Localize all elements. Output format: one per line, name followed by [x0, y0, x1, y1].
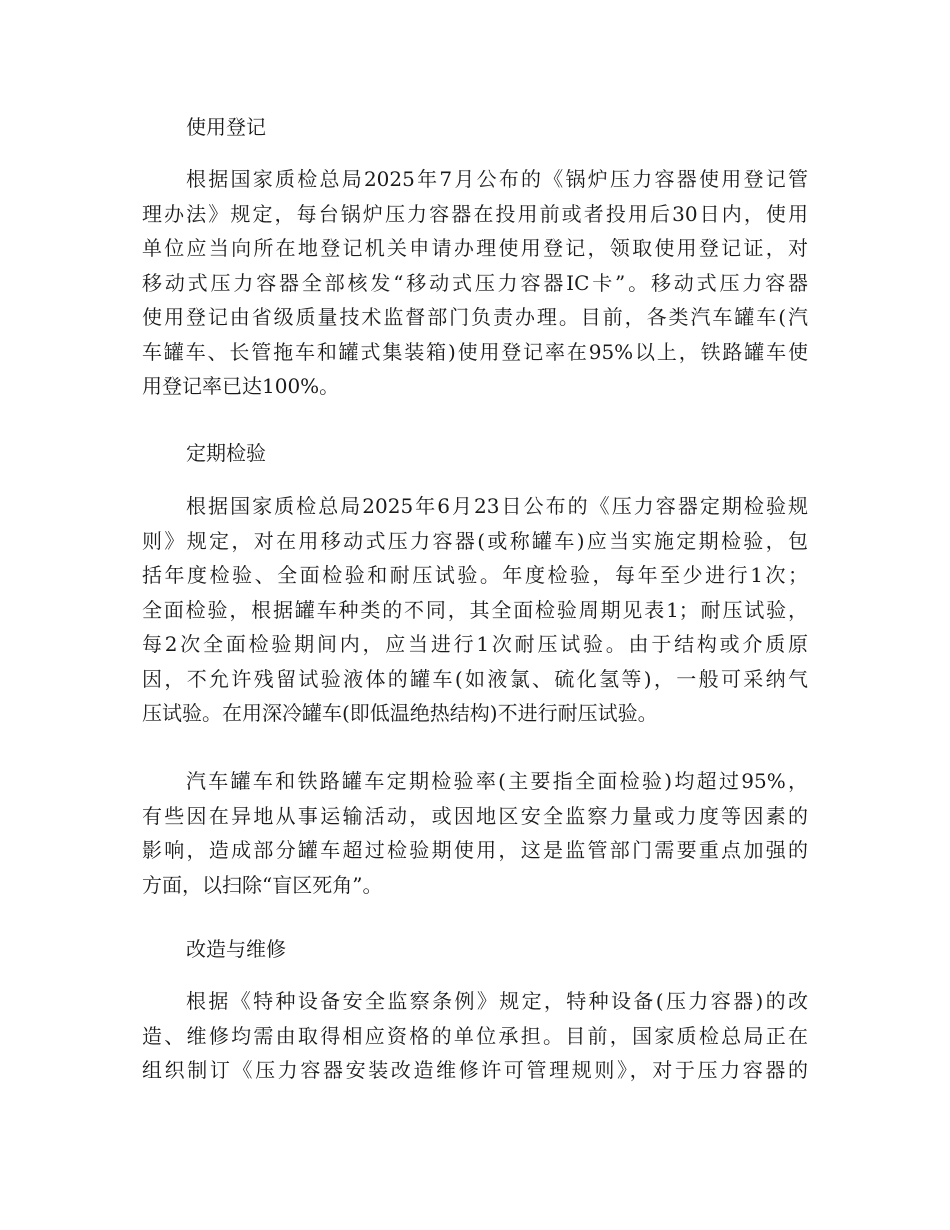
text-line: 组织制订《压力容器安装改造维修许可管理规则》，对于压力容器的: [142, 1058, 808, 1082]
paragraph: [142, 489, 808, 731]
text-line: 根据《特种设备安全监察条例》规定，特种设备(压力容器)的改: [186, 989, 808, 1013]
text-line: 根据国家质检总局2025年6月23日公布的《压力容器定期检验规: [186, 494, 808, 518]
paragraph: [142, 764, 808, 902]
paragraph: [142, 984, 808, 1088]
paragraph: [142, 162, 808, 404]
text-line: 根据国家质检总局2025年7月公布的《锅炉压力容器使用登记管: [186, 167, 808, 191]
section-heading: 定期检验: [186, 441, 266, 465]
text-line: 车罐车、长管拖车和罐式集装箱)使用登记率在95%以上，铁路罐车使: [142, 339, 808, 364]
text-line: 使用登记由省级质量技术监督部门负责办理。目前，各类汽车罐车(汽: [142, 305, 808, 329]
text-line: 方面，以扫除“盲区死角”。: [142, 872, 383, 897]
text-line: 理办法》规定，每台锅炉压力容器在投用前或者投用后30日内，使用: [142, 201, 808, 226]
text-line: 全面检验，根据罐车种类的不同，其全面检验周期见表1；耐压试验，: [142, 597, 808, 622]
text-line: 每2次全面检验期间内，应当进行1次耐压试验。由于结构或介质原: [142, 632, 808, 656]
text-line: 移动式压力容器全部核发“移动式压力容器IC卡”。移动式压力容器: [142, 270, 808, 295]
text-line: 单位应当向所在地登记机关申请办理使用登记，领取使用登记证，对: [142, 236, 808, 260]
text-line: 汽车罐车和铁路罐车定期检验率(主要指全面检验)均超过95%，: [186, 769, 808, 793]
text-line: 影响，造成部分罐车超过检验期使用，这是监管部门需要重点加强的: [142, 838, 808, 862]
section-heading: 改造与维修: [186, 937, 286, 961]
text-line: 括年度检验、全面检验和耐压试验。年度检验，每年至少进行1次；: [142, 563, 808, 587]
section-heading: 使用登记: [186, 115, 266, 139]
text-line: 造、维修均需由取得相应资格的单位承担。目前，国家质检总局正在: [142, 1023, 808, 1048]
text-line: 因，不允许残留试验液体的罐车(如液氯、硫化氢等)，一般可采纳气: [142, 666, 808, 691]
text-line: 有些因在异地从事运输活动，或因地区安全监察力量或力度等因素的: [142, 803, 808, 828]
text-line: 则》规定，对在用移动式压力容器(或称罐车)应当实施定期检验，包: [142, 528, 808, 553]
text-line: 压试验。在用深冷罐车(即低温绝热结构)不进行耐压试验。: [142, 701, 658, 725]
text-line: 用登记率已达100%。: [142, 374, 340, 398]
